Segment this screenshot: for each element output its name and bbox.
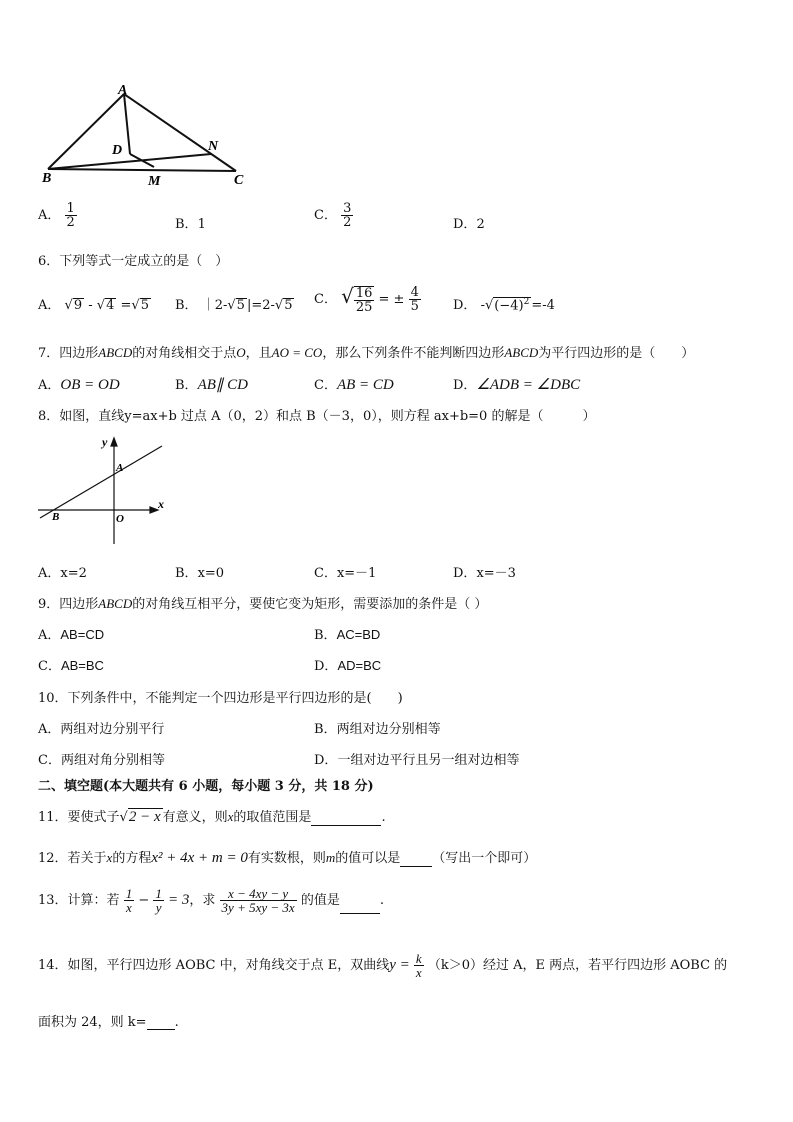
segment-bn — [48, 154, 211, 169]
q5-option-b[interactable]: B．1 — [175, 217, 206, 232]
q6-stem: 6．下列等式一定成立的是（ ） — [38, 254, 229, 269]
q10-option-c[interactable]: C．两组对角分别相等 — [38, 753, 165, 768]
label-x: x — [158, 497, 164, 511]
edge-bc — [48, 169, 236, 171]
q9-stem: 9．四边形ABCD的对角线互相平分，要使它变为矩形，需要添加的条件是（ ） — [38, 596, 488, 612]
label-o: O — [116, 513, 124, 525]
q7-option-b[interactable]: B．AB∥ CD — [175, 377, 248, 393]
label-a: A — [118, 83, 128, 98]
q14-line2: 面积为 24，则 k= . — [38, 1015, 179, 1030]
answer-blank[interactable] — [147, 1017, 175, 1030]
q9-option-b[interactable]: B．AC=BD — [314, 627, 381, 643]
q6-option-a[interactable]: A． √9 - √4 =√5 — [38, 298, 149, 313]
q8-option-d[interactable]: D．x=－3 — [453, 566, 516, 581]
q13: 13．计算：若 $\frac{1}{x}$ − $\frac{1}{y}$ = 3，求 $\frac{x - 4xy - y}{3y + 5xy - 3x}$ 的值是 . — [38, 886, 384, 915]
q7-option-a[interactable]: A．OB = OD — [38, 377, 120, 393]
fraction: $\frac{1}{2}$ — [66, 201, 75, 230]
q14: 14．如图，平行四边形 AOBC 中，对角线交于点 E，双曲线y = $\frac{k}{x}$ （k＞0）经过 A，E 两点，若平行四边形 AOBC 的 — [38, 951, 728, 980]
q8-option-b[interactable]: B．x=0 — [175, 566, 225, 581]
q8-option-c[interactable]: C．x=－1 — [314, 566, 377, 581]
q5-option-a[interactable]: A． $\frac{1}{2}$ — [38, 201, 75, 230]
fraction: $\frac{3}{2}$ — [343, 201, 352, 230]
answer-blank[interactable] — [400, 854, 432, 867]
q12: 12．若关于x的方程x² + 4x + m = 0有实数根，则m的值可以是 （写出一个即可） — [38, 850, 537, 866]
line-graph-figure — [36, 432, 168, 550]
x-arrow — [150, 507, 158, 513]
q7-stem: 7．四边形ABCD的对角线相交于点O，且AO = CO，那么下列条件不能判断四边形ABCD为平行四边形的是（ ） — [38, 345, 695, 361]
q11: 11．要使式子√2 − x 有意义，则x的取值范围是 . — [38, 809, 386, 825]
q10-option-d[interactable]: D．一组对边平行且另一组对边相等 — [314, 753, 520, 768]
q7-option-d[interactable]: D．∠ADB = ∠DBC — [453, 377, 581, 393]
q7-option-c[interactable]: C．AB = CD — [314, 377, 394, 393]
answer-blank[interactable] — [340, 901, 380, 914]
q9-option-c[interactable]: C．AB=BC — [38, 658, 104, 674]
q8-option-a[interactable]: A．x=2 — [38, 566, 87, 581]
label-y: y — [102, 435, 108, 449]
q9-option-a[interactable]: A．AB=CD — [38, 627, 105, 643]
q6-option-b[interactable]: B． ｜2-√5 |=2-√5 — [175, 298, 293, 313]
q5-option-d[interactable]: D．2 — [453, 217, 485, 232]
label-a: A — [116, 462, 124, 474]
q6-option-d[interactable]: D． $-√(-4)^2 =-4$ — [453, 296, 555, 313]
segment-ad — [124, 94, 130, 154]
q8-stem: 8．如图，直线y=ax+b 过点 A（0，2）和点 B（－3，0），则方程 ax+b=0 的解是（ ） — [38, 409, 596, 424]
label-d: D — [112, 143, 123, 158]
q10-stem: 10．下列条件中，不能判定一个四边形是平行四边形的是( ) — [38, 691, 403, 706]
graph-line — [40, 446, 162, 518]
answer-blank[interactable] — [311, 813, 381, 826]
q10-option-a[interactable]: A．两组对边分别平行 — [38, 722, 165, 737]
q5-option-c[interactable]: C． $\frac{3}{2}$ — [314, 201, 352, 230]
label-n: N — [208, 139, 219, 154]
label-b: B — [42, 171, 52, 186]
label-b: B — [52, 511, 60, 523]
label-m: M — [148, 174, 161, 189]
q9-option-d[interactable]: D．AD=BC — [314, 658, 382, 674]
label-c: C — [234, 173, 244, 188]
triangle-figure — [36, 82, 251, 190]
section-title: 二、填空题(本大题共有 6 小题，每小题 3 分，共 18 分) — [38, 779, 374, 794]
q10-option-b[interactable]: B．两组对边分别相等 — [314, 722, 441, 737]
q6-option-c[interactable]: C． √ $\frac{16}{25}$ = ± $\frac{4}{5}$ — [314, 284, 419, 315]
y-arrow — [111, 438, 117, 446]
